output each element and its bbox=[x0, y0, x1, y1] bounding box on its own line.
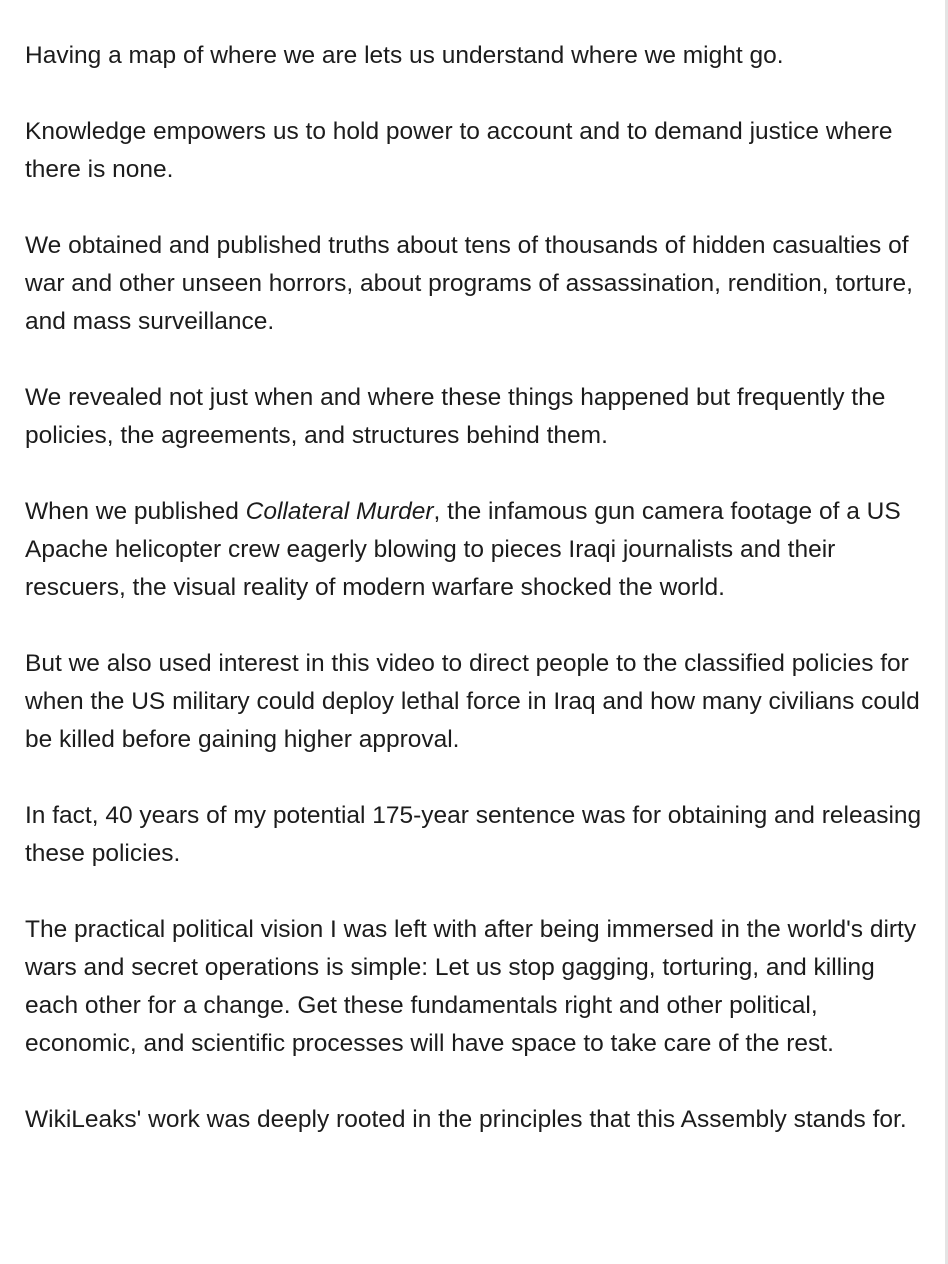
paragraph-political-vision: The practical political vision I was left with after being immersed in the world's dirty wars and secret operations is simple: Let us stop gagging, torturing, and killing each other for a change. Get these fundamentals right and other political, economic, and scientific processes will have space to take care of the rest. bbox=[25, 916, 917, 1057]
paragraph-map: Having a map of where we are lets us understand where we might go. bbox=[25, 42, 784, 69]
paragraph-collateral-murder bbox=[25, 493, 925, 607]
paragraph-revealed: We revealed not just when and where these things happened but frequently the policies, the agreements, and structures behind them. bbox=[25, 384, 886, 449]
paragraph-collateral-murder-lead: When we published bbox=[25, 498, 246, 525]
paragraph-collateral-murder-rest: , the infamous gun camera footage of a US Apache helicopter crew eagerly blowing to pieces Iraqi journalists and their rescuers, the visual reality of modern warfare shocked the world. bbox=[25, 498, 901, 601]
paragraph-wikileaks-principles: WikiLeaks' work was deeply rooted in the principles that this Assembly stands for. bbox=[25, 1106, 907, 1133]
video-title-emphasis: Collateral Murder bbox=[245, 498, 434, 525]
paragraph-knowledge: Knowledge empowers us to hold power to account and to demand justice where there is none. bbox=[25, 118, 893, 183]
paragraph-obtained-truths: We obtained and published truths about tens of thousands of hidden casualties of war and other unseen horrors, about programs of assassination, rendition, torture, and mass surveillance. bbox=[25, 232, 913, 335]
article-body bbox=[25, 37, 925, 1139]
paragraph-classified-policies: But we also used interest in this video to direct people to the classified policies for when the US military could deploy lethal force in Iraq and how many civilians could be killed before gaining higher approval. bbox=[25, 650, 920, 753]
paragraph-sentence: In fact, 40 years of my potential 175-year sentence was for obtaining and releasing these policies. bbox=[25, 802, 922, 867]
